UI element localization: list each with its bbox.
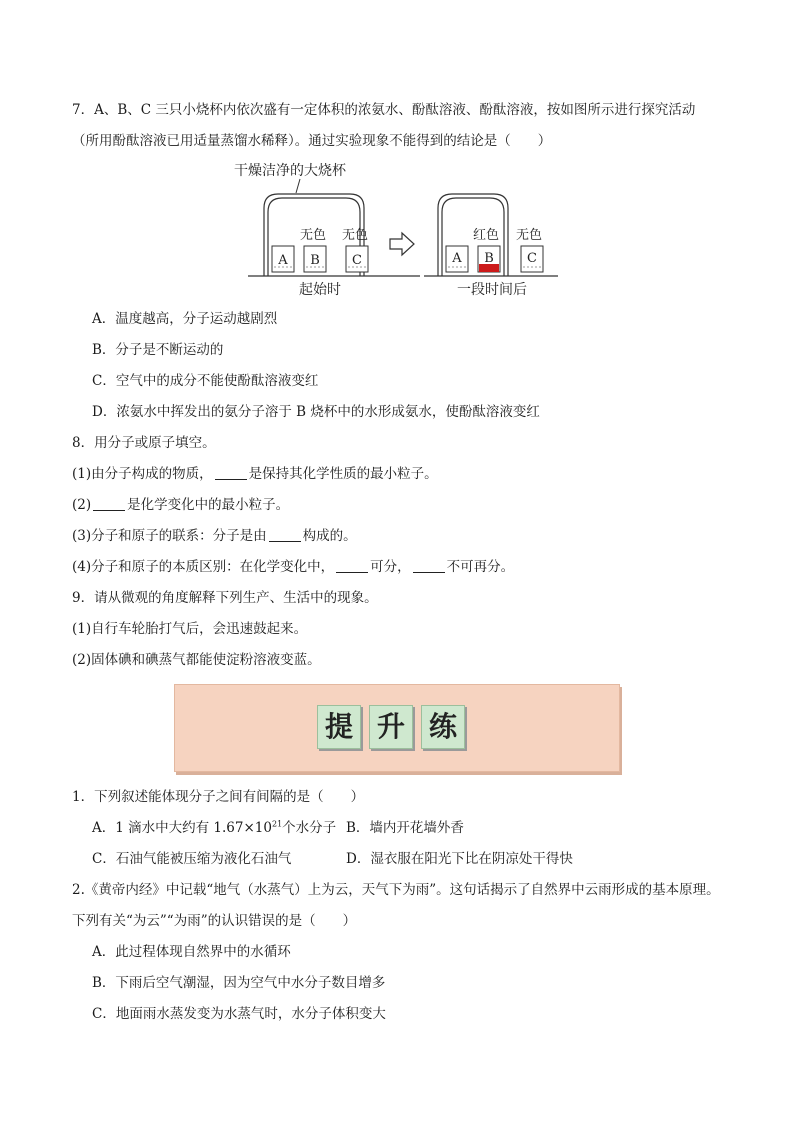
q8-sub3-pre: (3)分子和原子的联系：分子是由: [72, 528, 267, 544]
q7-option-a: A．温度越高，分子运动越剧烈: [92, 311, 278, 327]
later-caption: 一段时间后: [457, 282, 527, 298]
q8-sub3: [72, 526, 357, 546]
q8-sub1-pre: (1)由分子构成的物质，: [72, 466, 213, 482]
big-beaker-label: 干燥洁净的大烧杯: [234, 163, 346, 179]
q8-sub4-post: 不可再分。: [446, 559, 515, 575]
p1-option-a-pre: A．1 滴水中大约有 1.67×10: [92, 820, 272, 836]
p1-option-a: [92, 818, 336, 838]
later-beaker-b: B: [484, 251, 494, 266]
q9-sub2: (2)固体碘和碘蒸气都能使淀粉溶液变蓝。: [72, 652, 321, 668]
banner-char-2: 升: [369, 705, 413, 749]
q8-sub3-post: 构成的。: [302, 528, 357, 544]
p1-option-a-exp: 21: [271, 819, 283, 829]
answer-blank[interactable]: [93, 496, 125, 511]
arrow-icon: [390, 233, 414, 255]
q8-sub2-post: 是化学变化中的最小粒子。: [127, 497, 290, 513]
answer-blank[interactable]: [269, 527, 301, 542]
p1-option-c: C．石油气能被压缩为液化石油气: [92, 851, 292, 867]
p2-option-a: A．此过程体现自然界中的水循环: [92, 944, 291, 960]
start-caption: 起始时: [299, 282, 341, 298]
p1-option-a-post: 个水分子: [282, 820, 337, 836]
start-beaker-a: A: [278, 253, 288, 268]
p2-stem-line1: 2.《黄帝内经》中记载“地气（水蒸气）上为云，天气下为雨”。这句话揭示了自然界中云雨形成的基本原理。: [72, 882, 720, 898]
banner-char-3: 练: [421, 705, 465, 749]
q7-option-b: B．分子是不断运动的: [92, 342, 224, 358]
later-beaker-c: C: [527, 251, 537, 266]
start-beaker-c: C: [352, 253, 362, 268]
q8-sub4-pre: (4)分子和原子的本质区别：在化学变化中，: [72, 559, 335, 575]
q7-stem-line1: 7．A、B、C 三只小烧杯内依次盛有一定体积的浓氨水、酚酞溶液、酚酞溶液，按如图所示进行探究活动: [72, 102, 696, 118]
p2-option-b: B．下雨后空气潮湿，因为空气中水分子数目增多: [92, 975, 386, 991]
q7-stem-line2: （所用酚酞溶液已用适量蒸馏水稀释）。通过实验现象不能得到的结论是（ ）: [72, 133, 552, 149]
p1-option-b: B．墙内开花墙外香: [346, 820, 464, 836]
answer-blank[interactable]: [215, 465, 247, 480]
start-c-label: 无色: [342, 228, 369, 243]
q9-sub1: (1)自行车轮胎打气后，会迅速鼓起来。: [72, 621, 308, 637]
later-c-label: 无色: [516, 228, 543, 243]
experiment-figure: [232, 156, 572, 302]
p1-stem: 1．下列叙述能体现分子之间有间隔的是（ ）: [72, 789, 365, 805]
q8-sub4-mid: 可分，: [370, 559, 411, 575]
start-beaker-b: B: [310, 253, 320, 268]
q7-option-c: C．空气中的成分不能使酚酞溶液变红: [92, 373, 319, 389]
answer-blank[interactable]: [413, 558, 445, 573]
banner-char-1: 提: [317, 705, 361, 749]
q8-sub2-pre: (2): [72, 497, 92, 513]
q9-stem: 9．请从微观的角度解释下列生产、生活中的现象。: [72, 590, 378, 606]
p2-stem-line2: 下列有关“为云”“为雨”的认识错误的是（ ）: [72, 913, 357, 929]
p2-option-c: C．地面雨水蒸发变为水蒸气时，水分子体积变大: [92, 1006, 386, 1022]
q8-sub1: [72, 464, 438, 484]
q8-sub1-post: 是保持其化学性质的最小粒子。: [248, 466, 438, 482]
answer-blank[interactable]: [336, 558, 368, 573]
later-beaker-a: A: [452, 251, 462, 266]
p1-option-d: D．湿衣服在阳光下比在阴凉处干得快: [346, 851, 573, 867]
q8-sub4: [72, 557, 514, 577]
section-banner: [174, 684, 620, 772]
q8-stem: 8．用分子或原子填空。: [72, 435, 216, 451]
start-b-label: 无色: [300, 228, 327, 243]
q7-option-d: D．浓氨水中挥发出的氨分子溶于 B 烧杯中的水形成氨水，使酚酞溶液变红: [92, 404, 540, 420]
q8-sub2: [72, 495, 289, 515]
later-b-label: 红色: [473, 228, 500, 243]
